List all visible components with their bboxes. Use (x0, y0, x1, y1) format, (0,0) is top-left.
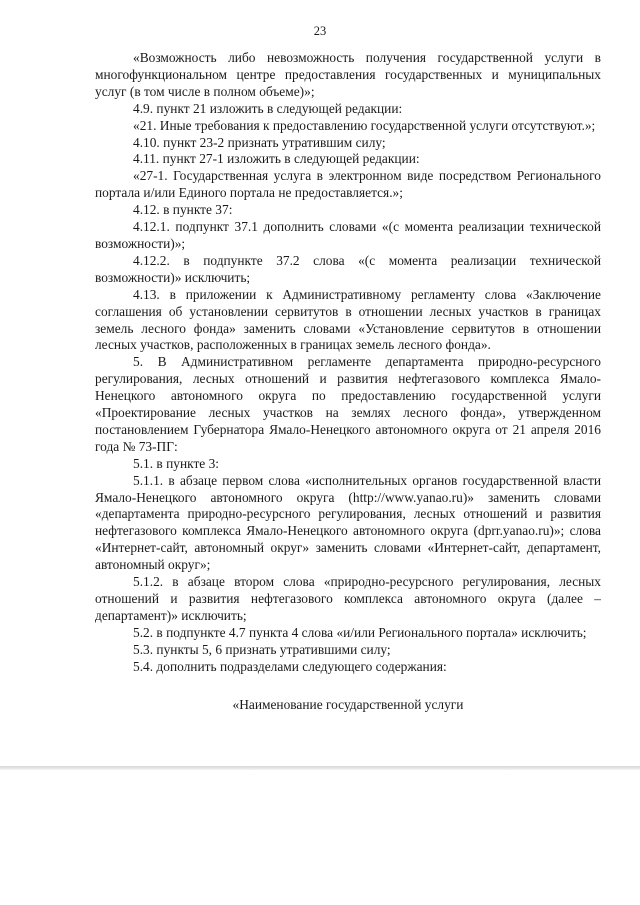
paragraph: 4.12.2. в подпункте 37.2 слова «(с момента реализации технической возможности)» исключить; (95, 252, 601, 285)
document-body (95, 50, 601, 713)
paragraph: 5.1.1. в абзаце первом слова «исполнительных органов государственной власти Ямало-Ненецкого автономного округа (http://www.yanao.ru)» заменить словами «департамента природно-ресурсного регулирования, лесных отношений и развития нефтегазового комплекса Ямало-Ненецкого автономного округа (dprr.yanao.ru)»; слова «Интернет-сайт, автономный округ» заменить словами «Интернет-сайт, департамент, автономный округ»; (95, 472, 601, 573)
paragraph: 5.3. пункты 5, 6 признать утратившими силу; (133, 641, 391, 657)
paragraph: 4.12. в пункте 37: (133, 202, 233, 218)
section-heading: «Наименование государственной услуги (232, 696, 464, 712)
paragraph: 5.1.2. в абзаце втором слова «природно-ресурсного регулирования, лесных отношений и развития нефтегазового комплекса автономного округа (далее – департамент)» исключить; (95, 574, 601, 623)
paragraph: 5.4. дополнить подразделами следующего содержания: (133, 658, 447, 674)
paragraph: 5. В Административном регламенте департамента природно-ресурсного регулирования, лесных отношений и развития нефтегазового комплекса Ямало-Ненецкого автономного округа по предоставлению государственной услуги «Проектирование лесных участков на землях лесного фонда», утвержденном постановлением Губернатора Ямало-Ненецкого автономного округа от 21 апреля 2016 года № 73-ПГ: (95, 354, 601, 454)
paragraph: «21. Иные требования к предоставлению государственной услуги отсутствуют.»; (133, 117, 596, 133)
page-edge-shadow (0, 766, 640, 770)
paragraph: 4.12.1. подпункт 37.1 дополнить словами «(с момента реализации технической возможности)»; (95, 219, 601, 251)
paragraph: 5.2. в подпункте 4.7 пункта 4 слова «и/или Регионального портала» исключить; (133, 624, 587, 640)
page-number: 23 (313, 24, 327, 38)
paragraph: 4.13. в приложении к Административному регламенту слова «Заключение соглашения об установлении сервитутов в отношении лесных участков в границах земель лесного фонда» заменить словами «Установление сервитутов в отношении лесных участков, расположенных в границах земель лесного фонда». (95, 286, 601, 353)
paragraph: 4.9. пункт 21 изложить в следующей редакции: (133, 100, 403, 116)
paragraph: 5.1. в пункте 3: (133, 455, 220, 471)
paragraph: 4.11. пункт 27-1 изложить в следующей редакции: (133, 151, 420, 167)
paragraph: «Возможность либо невозможность получения государственной услуги в многофункциональном центре предоставления государственных и муниципальных услуг (в том числе в полном объеме)»; (95, 50, 601, 99)
paragraph: «27-1. Государственная услуга в электронном виде посредством Регионального портала и/или Единого портала не предоставляется.»; (95, 168, 601, 201)
paragraph: 4.10. пункт 23-2 признать утратившим силу; (133, 134, 386, 150)
